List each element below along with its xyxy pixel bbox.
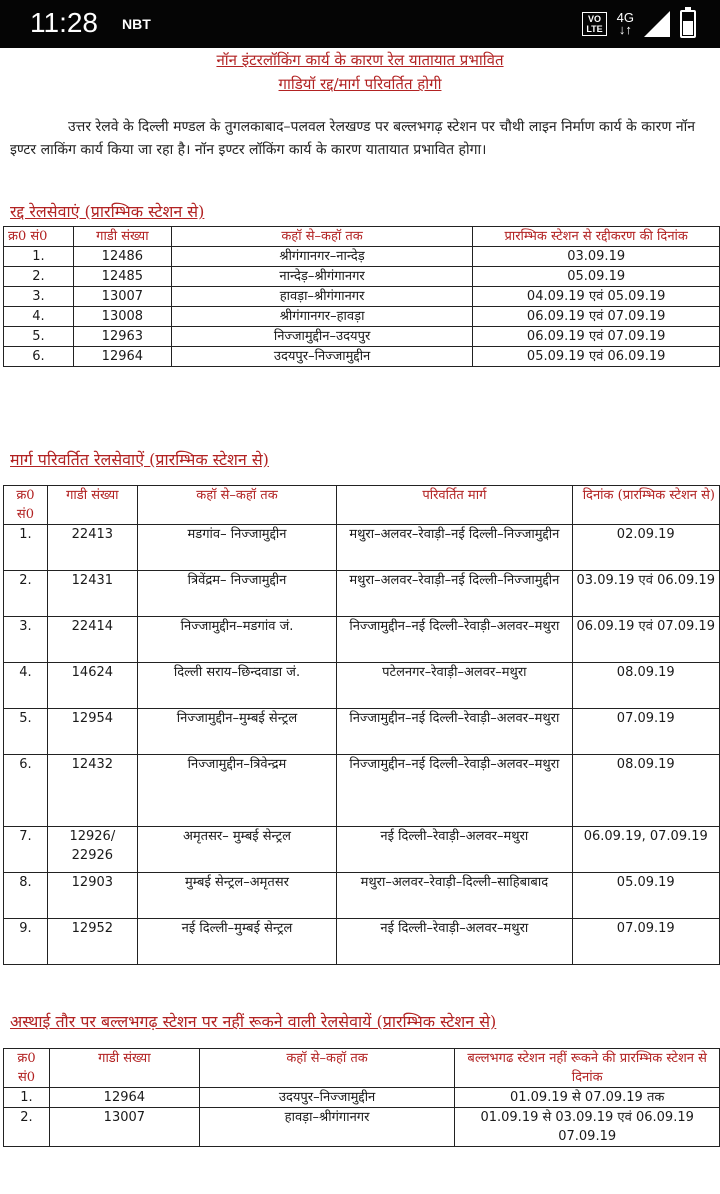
train-no: 12964 — [73, 347, 171, 367]
table-row — [4, 525, 720, 571]
volte-icon: VO LTE — [582, 12, 606, 36]
train-no: 12485 — [73, 267, 171, 287]
date: 06.09.19, 07.09.19 — [572, 827, 720, 873]
train-no: 22414 — [47, 617, 137, 663]
serial: 7. — [4, 827, 48, 873]
date: 07.09.19 — [572, 709, 720, 755]
header-serial: क्र0 सं0 — [4, 1049, 50, 1088]
train-no: 12486 — [73, 247, 171, 267]
table-row — [4, 247, 720, 267]
battery-icon — [680, 10, 696, 38]
cancelled-heading: रद्द रेलसेवाएं (प्रारम्भिक स्टेशन से) — [10, 202, 205, 221]
serial: 2. — [4, 267, 74, 287]
route: श्रीगंगानगर–नान्देड़ — [171, 247, 473, 267]
header-date: बल्लभगढ स्टेशन नहीं रूकने की प्रारम्भिक स्टेशन से दिनांक — [455, 1049, 720, 1088]
status-icons — [582, 10, 696, 38]
date: 04.09.19 एवं 05.09.19 — [473, 287, 720, 307]
route: निज्जामुद्दीन–मुम्बई सेन्ट्रल — [137, 709, 336, 755]
header-serial: क्र0 सं0 — [4, 486, 48, 525]
table-row — [4, 873, 720, 919]
diverted-table — [3, 485, 720, 965]
date: 06.09.19 एवं 07.09.19 — [473, 327, 720, 347]
date: 05.09.19 — [473, 267, 720, 287]
date: 08.09.19 — [572, 663, 720, 709]
table-row — [4, 287, 720, 307]
table-row — [4, 347, 720, 367]
route: उदयपुर–निज्जामुद्दीन — [199, 1088, 455, 1108]
header-route: कहॉ से–कहॉ तक — [199, 1049, 455, 1088]
serial: 1. — [4, 525, 48, 571]
title-line-1: नॉन इंटरलॉकिंग कार्य के कारण रेल यातायात प्रभावित — [216, 51, 504, 69]
serial: 2. — [4, 571, 48, 617]
route: उदयपुर–निज्जामुद्दीन — [171, 347, 473, 367]
serial: 4. — [4, 307, 74, 327]
route: निज्जामुद्दीन–उदयपुर — [171, 327, 473, 347]
date: 06.09.19 एवं 07.09.19 — [473, 307, 720, 327]
signal-icon — [644, 11, 670, 37]
table-row — [4, 1108, 720, 1147]
diverted-route: मथुरा–अलवर–रेवाड़ी–नई दिल्ली–निज्जामुद्दीन — [337, 571, 572, 617]
train-no: 12903 — [47, 873, 137, 919]
diverted-route: पटेलनगर–रेवाड़ी–अलवर–मथुरा — [337, 663, 572, 709]
date: 05.09.19 एवं 06.09.19 — [473, 347, 720, 367]
date: 01.09.19 से 03.09.19 एवं 06.09.19 07.09.19 — [455, 1108, 720, 1147]
serial: 4. — [4, 663, 48, 709]
header-date: दिनांक (प्रारम्भिक स्टेशन से) — [572, 486, 720, 525]
date: 03.09.19 — [473, 247, 720, 267]
train-no: 12432 — [47, 755, 137, 827]
route: नान्देड़–श्रीगंगानगर — [171, 267, 473, 287]
table-header-row — [4, 486, 720, 525]
serial: 1. — [4, 247, 74, 267]
status-bar — [0, 0, 720, 48]
table-row — [4, 327, 720, 347]
header-train-no: गाडी संख्या — [47, 486, 137, 525]
route: निज्जामुद्दीन–मडगांव जं. — [137, 617, 336, 663]
date: 06.09.19 एवं 07.09.19 — [572, 617, 720, 663]
status-time: 11:28 — [30, 7, 98, 38]
header-route: कहॉ से–कहॉ तक — [137, 486, 336, 525]
diverted-route: निज्जामुद्दीन–नई दिल्ली–रेवाड़ी–अलवर–मथुरा — [337, 617, 572, 663]
table-row — [4, 709, 720, 755]
serial: 3. — [4, 617, 48, 663]
route: हावड़ा–श्रीगंगानगर — [199, 1108, 455, 1147]
table-row — [4, 571, 720, 617]
train-no: 12963 — [73, 327, 171, 347]
header-date: प्रारम्भिक स्टेशन से रद्दीकरण की दिनांक — [473, 227, 720, 247]
table-row — [4, 755, 720, 827]
serial: 5. — [4, 327, 74, 347]
diverted-route: मथुरा–अलवर–रेवाड़ी–दिल्ली–साहिबाबाद — [337, 873, 572, 919]
diverted-route: निज्जामुद्दीन–नई दिल्ली–रेवाड़ी–अलवर–मथुरा — [337, 755, 572, 827]
date: 03.09.19 एवं 06.09.19 — [572, 571, 720, 617]
train-no: 12964 — [49, 1088, 199, 1108]
serial: 1. — [4, 1088, 50, 1108]
header-train-no: गाडी संख्या — [73, 227, 171, 247]
route: अमृतसर– मुम्बई सेन्ट्रल — [137, 827, 336, 873]
diverted-heading: मार्ग परिवर्तित रेलसेवाऐं (प्रारम्भिक स्टेशन से) — [10, 450, 269, 469]
diverted-route: निज्जामुद्दीन–नई दिल्ली–रेवाड़ी–अलवर–मथुरा — [337, 709, 572, 755]
table-row — [4, 919, 720, 965]
title-line-2: गाडियॉ रद्द/मार्ग परिवर्तित होगी — [278, 75, 442, 93]
date: 05.09.19 — [572, 873, 720, 919]
serial: 3. — [4, 287, 74, 307]
route: श्रीगंगानगर–हावड़ा — [171, 307, 473, 327]
notice-title — [0, 48, 720, 96]
train-no: 12952 — [47, 919, 137, 965]
table-row — [4, 267, 720, 287]
serial: 9. — [4, 919, 48, 965]
serial: 6. — [4, 347, 74, 367]
train-no: 12954 — [47, 709, 137, 755]
route: नई दिल्ली–मुम्बई सेन्ट्रल — [137, 919, 336, 965]
diverted-route: नई दिल्ली–रेवाड़ी–अलवर–मथुरा — [337, 919, 572, 965]
header-serial: क्र0 सं0 — [4, 227, 74, 247]
table-row — [4, 617, 720, 663]
header-route: कहॉ से–कहॉ तक — [171, 227, 473, 247]
table-row — [4, 827, 720, 873]
network-type: 4G — [616, 10, 634, 25]
table-row — [4, 1088, 720, 1108]
table-header-row — [4, 227, 720, 247]
date: 01.09.19 से 07.09.19 तक — [455, 1088, 720, 1108]
route: हावड़ा–श्रीगंगानगर — [171, 287, 473, 307]
header-train-no: गाडी संख्या — [49, 1049, 199, 1088]
table-row — [4, 663, 720, 709]
train-no: 12926/ 22926 — [47, 827, 137, 873]
nonstop-table — [3, 1048, 720, 1147]
date: 08.09.19 — [572, 755, 720, 827]
diverted-route: नई दिल्ली–रेवाड़ी–अलवर–मथुरा — [337, 827, 572, 873]
route: दिल्ली सराय–छिन्दवाडा जं. — [137, 663, 336, 709]
train-no: 13007 — [49, 1108, 199, 1147]
train-no: 22413 — [47, 525, 137, 571]
diverted-route: मथुरा–अलवर–रेवाड़ी–नई दिल्ली–निज्जामुद्दीन — [337, 525, 572, 571]
table-row — [4, 307, 720, 327]
train-no: 13007 — [73, 287, 171, 307]
serial: 5. — [4, 709, 48, 755]
network-arrows: ↓↑ — [618, 22, 632, 37]
route: मुम्बई सेन्ट्रल–अमृतसर — [137, 873, 336, 919]
serial: 6. — [4, 755, 48, 827]
nonstop-heading: अस्थाई तौर पर बल्लभगढ़ स्टेशन पर नहीं रूकने वाली रेलसेवायें (प्रारम्भिक स्टेशन से) — [10, 1012, 497, 1031]
date: 02.09.19 — [572, 525, 720, 571]
header-diverted-route: परिवर्तित मार्ग — [337, 486, 572, 525]
network-4g-icon — [617, 12, 634, 36]
intro-paragraph: उत्तर रेलवे के दिल्ली मण्डल के तुगलकाबाद–पलवल रेलखण्ड पर बल्लभगढ़ स्टेशन पर चौथी लाइन निर्माण कार्य के कारण नॉन इण्टर लाकिंग कार्य किया जा रहा है। नॉन इण्टर लॉकिंग कार्य के कारण यातायात प्रभावित होगा। — [10, 119, 696, 158]
route: निज्जामुद्दीन–त्रिवेन्द्रम — [137, 755, 336, 827]
train-no: 13008 — [73, 307, 171, 327]
route: त्रिवेंद्रम– निज्जामुद्दीन — [137, 571, 336, 617]
serial: 2. — [4, 1108, 50, 1147]
status-carrier: NBT — [122, 16, 151, 32]
notice-document — [0, 48, 720, 1144]
route: मडगांव– निज्जामुद्दीन — [137, 525, 336, 571]
train-no: 14624 — [47, 663, 137, 709]
serial: 8. — [4, 873, 48, 919]
cancelled-table — [3, 226, 720, 367]
date: 07.09.19 — [572, 919, 720, 965]
train-no: 12431 — [47, 571, 137, 617]
table-header-row — [4, 1049, 720, 1088]
